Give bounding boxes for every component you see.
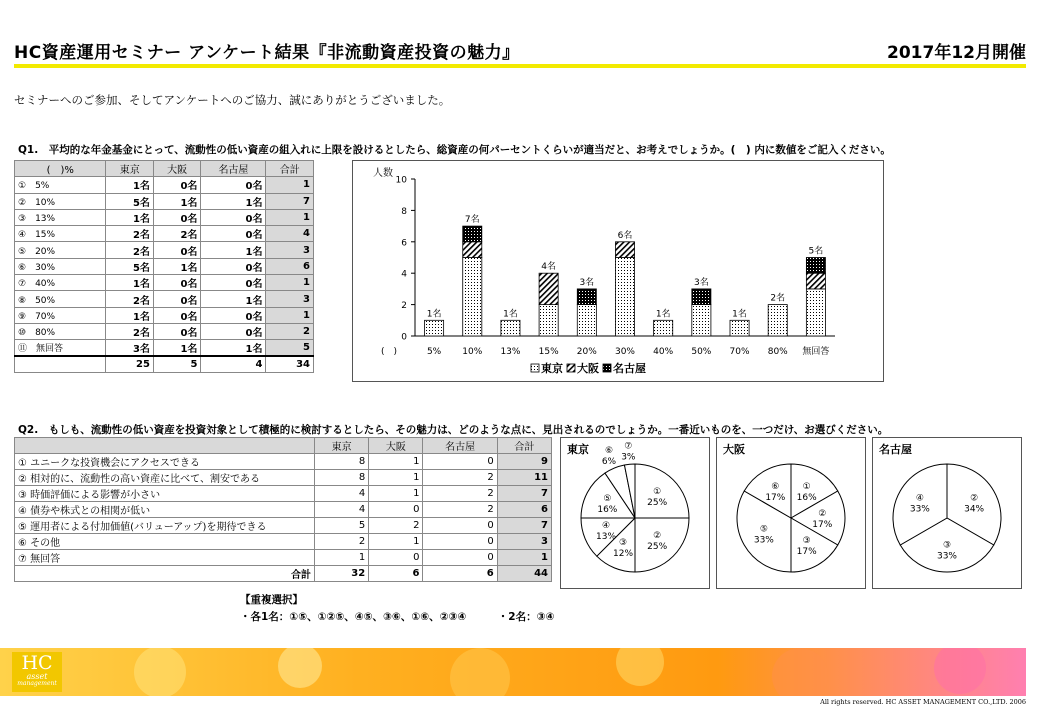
pie-slice-pct: 34% (964, 504, 985, 515)
bar-data-label: 1名 (503, 309, 518, 320)
cell-total: 1 (266, 177, 314, 193)
x-tick-label: 20% (576, 347, 597, 357)
cell-total: 5 (266, 340, 314, 357)
pie-slice-pct: 25% (647, 497, 668, 508)
legend-swatch (531, 364, 539, 372)
cell-osaka: 2名 (153, 226, 200, 242)
q2-header-osaka: 大阪 (369, 438, 423, 454)
row-label: ④ 15% (15, 226, 106, 242)
event-date: 2017年12月開催 (887, 43, 1026, 63)
x-tick-label: 無回答 (802, 347, 830, 357)
multiple-selection-note (240, 592, 554, 626)
pie-slice-pct: 16% (796, 492, 817, 503)
table-row (15, 209, 314, 225)
table-row (15, 307, 314, 323)
cell-nagoya: 0名 (201, 323, 266, 339)
bar-segment-東京 (539, 305, 558, 336)
cell-osaka: 0 (369, 550, 423, 566)
q2-table-header (15, 438, 552, 454)
cell-nagoya: 1名 (201, 193, 266, 209)
table-row (15, 454, 552, 470)
q2-header-tokyo: 東京 (315, 438, 369, 454)
x-tick-label: 30% (614, 347, 636, 357)
cell-osaka: 1名 (153, 340, 200, 357)
footer-tokyo: 25 (106, 356, 153, 372)
cell-tokyo: 1 (315, 550, 369, 566)
cell-tokyo: 3名 (106, 340, 153, 357)
row-label: ① ユニークな投資機会にアクセスできる (15, 454, 315, 470)
row-label: ⑥ 30% (15, 258, 106, 274)
bar-segment-東京 (806, 289, 825, 336)
cell-total: 11 (497, 470, 551, 486)
footer-blank (15, 356, 106, 372)
bar-segment-東京 (463, 258, 482, 337)
row-label: ③ 時価評価による影響が小さい (15, 486, 315, 502)
decorative-band (0, 648, 1026, 696)
y-tick-label: 2 (401, 301, 407, 312)
pie-slice-label: ⑤ (759, 524, 768, 535)
cell-osaka: 0名 (153, 275, 200, 291)
pie-slice-label: ① (802, 481, 811, 492)
q2-table-footer (15, 566, 552, 582)
pie-title-nagoya: 名古屋 (879, 443, 912, 456)
pie-box-osaka (716, 437, 866, 589)
cell-tokyo: 2名 (106, 226, 153, 242)
bar-segment-東京 (425, 320, 444, 336)
cell-total: 4 (266, 226, 314, 242)
q1-table (14, 160, 314, 373)
bar-segment-名古屋 (692, 289, 711, 305)
table-row (15, 242, 314, 258)
y-axis-label: 人数 (373, 168, 393, 179)
x-axis-prefix: ( ) (381, 347, 398, 357)
pie-box-nagoya (872, 437, 1022, 589)
cell-osaka: 1名 (153, 193, 200, 209)
cell-osaka: 0名 (153, 209, 200, 225)
x-tick-label: 40% (653, 347, 674, 357)
row-label: ② 10% (15, 193, 106, 209)
cell-total: 7 (266, 193, 314, 209)
cell-nagoya: 1名 (201, 340, 266, 357)
x-tick-label: 50% (691, 347, 712, 357)
bar-segment-大阪 (463, 242, 482, 258)
pie-slice-label: ④ (915, 493, 924, 504)
pie-slice (635, 464, 689, 518)
cell-total: 1 (266, 307, 314, 323)
cell-tokyo: 1名 (106, 209, 153, 225)
bar-segment-東京 (692, 305, 711, 336)
q1-header-tokyo: 東京 (106, 161, 153, 177)
cell-tokyo: 2名 (106, 323, 153, 339)
q1-table-header (15, 161, 314, 177)
y-tick-label: 10 (395, 175, 407, 186)
pie-slice-pct: 33% (909, 504, 930, 515)
cell-total: 2 (266, 323, 314, 339)
pie-slice-pct: 13% (596, 531, 617, 542)
footer-nagoya: 4 (201, 356, 266, 372)
q1-bar-chart (352, 160, 884, 382)
bar-segment-東京 (577, 305, 596, 336)
multiple-line: ・各1名：①⑤、①②⑤、④⑤、③⑥、①⑥、②③④ ・2名：③④ (240, 611, 555, 623)
page-title: HC資産運用セミナー アンケート結果『非流動資産投資の魅力』 (14, 43, 520, 63)
row-label: ⑨ 70% (15, 307, 106, 323)
x-tick-label: 13% (500, 347, 521, 357)
x-tick-label: 80% (767, 347, 788, 357)
cell-tokyo: 5名 (106, 258, 153, 274)
row-label: ② 相対的に、流動性の高い資産に比べて、割安である (15, 470, 315, 486)
pie-chart-tokyo (561, 438, 709, 588)
q1-header-pct: ( )% (15, 161, 106, 177)
y-tick-label: 0 (401, 332, 407, 343)
bar-segment-大阪 (806, 273, 825, 289)
cell-nagoya: 0名 (201, 226, 266, 242)
row-label: ⑤ 運用者による付加価値(バリューアップ)を期待できる (15, 518, 315, 534)
cell-nagoya: 1名 (201, 242, 266, 258)
table-row (15, 323, 314, 339)
cell-tokyo: 2名 (106, 242, 153, 258)
footer-osaka: 6 (369, 566, 423, 582)
pie-slice-pct: 17% (796, 547, 817, 558)
q1-header-total: 合計 (266, 161, 314, 177)
pie-chart-osaka (717, 438, 865, 588)
bar-segment-名古屋 (577, 289, 596, 305)
bar-chart-svg (353, 161, 883, 381)
cell-total: 3 (266, 291, 314, 307)
pie-slice-pct: 17% (765, 492, 786, 503)
cell-nagoya: 0名 (201, 307, 266, 323)
bar-segment-大阪 (615, 242, 634, 258)
y-tick-label: 8 (401, 206, 407, 217)
cell-tokyo: 5 (315, 518, 369, 534)
bar-segment-名古屋 (806, 258, 825, 274)
row-label: ⑧ 50% (15, 291, 106, 307)
pie-slice-pct: 6% (601, 457, 617, 468)
x-tick-label: 15% (538, 347, 559, 357)
table-row (15, 226, 314, 242)
bar-data-label: 7名 (464, 215, 480, 226)
bar-data-label: 1名 (426, 309, 442, 320)
x-tick-label: 70% (729, 347, 750, 357)
pie-slice-pct: 16% (597, 505, 618, 516)
pie-slice-label: ③ (618, 537, 628, 548)
table-row (15, 340, 314, 357)
bar-segment-名古屋 (463, 226, 482, 242)
footer-tokyo: 32 (315, 566, 369, 582)
cell-tokyo: 1名 (106, 307, 153, 323)
q2-header-total: 合計 (497, 438, 551, 454)
q2-header-blank (15, 438, 315, 454)
pie-slice-label: ⑤ (603, 494, 612, 505)
cell-osaka: 1 (369, 454, 423, 470)
table-row (15, 177, 314, 193)
q2-header-nagoya: 名古屋 (423, 438, 497, 454)
logo-management: management (17, 680, 57, 687)
cell-tokyo: 4 (315, 502, 369, 518)
bar-data-label: 1名 (655, 309, 671, 320)
cell-tokyo: 1名 (106, 177, 153, 193)
cell-total: 6 (497, 502, 551, 518)
table-row (15, 486, 552, 502)
bar-data-label: 2名 (770, 293, 786, 304)
y-tick-label: 6 (401, 238, 407, 249)
row-label: ⑥ その他 (15, 534, 315, 550)
pie-slice-label: ③ (942, 540, 952, 551)
row-label: ⑩ 80% (15, 323, 106, 339)
bar-segment-東京 (501, 320, 520, 336)
logo-asset: asset (26, 672, 48, 681)
cell-total: 3 (497, 534, 551, 550)
pie-slice-label: ① (653, 486, 662, 497)
q1-header-osaka: 大阪 (153, 161, 200, 177)
cell-osaka: 0 (369, 502, 423, 518)
bar-segment-東京 (615, 258, 634, 337)
legend-label: 大阪 (577, 362, 599, 375)
bar-segment-東京 (654, 320, 673, 336)
company-logo (12, 652, 62, 692)
footer-nagoya: 6 (423, 566, 497, 582)
table-row (15, 275, 314, 291)
cell-total: 9 (497, 454, 551, 470)
pie-slice-label: ⑥ (604, 446, 614, 457)
cell-tokyo: 2 (315, 534, 369, 550)
pie-slice-label: ② (653, 531, 662, 542)
footer-label: 合計 (15, 566, 315, 582)
copyright-text: All rights reserved. HC ASSET MANAGEMENT CO.,LTD. 2006 (820, 698, 1026, 706)
pie-slice-label: ② (818, 509, 827, 519)
footer-total: 44 (497, 566, 551, 582)
table-row (15, 550, 552, 566)
row-label: ⑤ 20% (15, 242, 106, 258)
legend-swatch (567, 364, 575, 372)
cell-nagoya: 0名 (201, 258, 266, 274)
cell-total: 1 (497, 550, 551, 566)
bar-data-label: 1名 (732, 309, 747, 320)
cell-nagoya: 0名 (201, 275, 266, 291)
x-tick-label: 5% (426, 347, 442, 357)
cell-total: 1 (266, 209, 314, 225)
y-tick-label: 4 (401, 269, 407, 280)
cell-nagoya: 2 (423, 486, 497, 502)
q1-question: Q1. 平均的な年金基金にとって、流動性の低い資産の組入れに上限を設けるとしたら、総資産の何パーセントくらいが適当だと、お考えでしょうか。( ) 内に数値をご記入ください。 (18, 144, 891, 156)
cell-osaka: 0名 (153, 242, 200, 258)
pie-slice-label: ⑥ (771, 481, 780, 492)
row-label: ⑦ 無回答 (15, 550, 315, 566)
q2-table (14, 437, 552, 582)
cell-nagoya: 1名 (201, 291, 266, 307)
pie-slice-pct: 25% (647, 542, 668, 553)
cell-osaka: 1 (369, 486, 423, 502)
pie-slice-label: ③ (802, 536, 811, 547)
bar-segment-東京 (768, 305, 787, 336)
cell-nagoya: 0 (423, 454, 497, 470)
bar-data-label: 4名 (541, 262, 557, 273)
row-label: ⑦ 40% (15, 275, 106, 291)
pie-slice-label: ② (970, 493, 979, 504)
q1-table-footer (15, 356, 314, 372)
table-row (15, 193, 314, 209)
cell-osaka: 1 (369, 534, 423, 550)
bar-data-label: 3名 (693, 277, 709, 288)
cell-osaka: 1名 (153, 258, 200, 274)
pie-box-tokyo (560, 437, 710, 589)
row-label: ⑪ 無回答 (15, 340, 106, 357)
cell-nagoya: 2 (423, 470, 497, 486)
logo-hc: HC (21, 652, 53, 674)
bar-segment-東京 (730, 320, 749, 336)
legend-swatch (603, 364, 611, 372)
row-label: ③ 13% (15, 209, 106, 225)
cell-tokyo: 8 (315, 470, 369, 486)
row-label: ④ 債券や株式との相関が低い (15, 502, 315, 518)
multiple-title: 【重複選択】 (240, 594, 303, 606)
footer-osaka: 5 (153, 356, 200, 372)
cell-total: 7 (497, 518, 551, 534)
cell-osaka: 0名 (153, 291, 200, 307)
cell-osaka: 0名 (153, 323, 200, 339)
cell-nagoya: 0名 (201, 209, 266, 225)
cell-osaka: 0名 (153, 307, 200, 323)
table-row (15, 534, 552, 550)
pie-slice-pct: 3% (621, 452, 636, 463)
cell-tokyo: 2名 (106, 291, 153, 307)
intro-text: セミナーへのご参加、そしてアンケートへのご協力、誠にありがとうございました。 (14, 93, 451, 107)
cell-nagoya: 0 (423, 518, 497, 534)
cell-tokyo: 1名 (106, 275, 153, 291)
cell-nagoya: 0 (423, 550, 497, 566)
pie-slice-pct: 33% (753, 535, 774, 546)
pie-title-tokyo: 東京 (567, 443, 589, 456)
pie-title-osaka: 大阪 (723, 443, 745, 456)
legend-label: 東京 (541, 362, 563, 375)
bar-data-label: 5名 (808, 246, 824, 257)
cell-tokyo: 4 (315, 486, 369, 502)
cell-nagoya: 0名 (201, 177, 266, 193)
pie-slice-label: ⑦ (624, 441, 633, 452)
table-row (15, 258, 314, 274)
cell-tokyo: 8 (315, 454, 369, 470)
cell-osaka: 1 (369, 470, 423, 486)
cell-osaka: 0名 (153, 177, 200, 193)
pie-chart-nagoya (873, 438, 1021, 588)
pie-slice-pct: 17% (812, 520, 833, 530)
x-tick-label: 10% (462, 347, 483, 357)
bar-data-label: 3名 (579, 277, 595, 288)
bar-data-label: 6名 (617, 230, 633, 241)
cell-tokyo: 5名 (106, 193, 153, 209)
footer-total: 34 (266, 356, 314, 372)
pie-slice-pct: 33% (936, 551, 958, 562)
q1-header-nagoya: 名古屋 (201, 161, 266, 177)
cell-total: 3 (266, 242, 314, 258)
q2-question: Q2. もしも、流動性の低い資産を投資対象として積極的に検討するとしたら、その魅力は、どのような点に、見出されるのでしょうか。一番近いものを、一つだけ、お選びください。 (18, 424, 889, 436)
cell-total: 6 (266, 258, 314, 274)
cell-total: 7 (497, 486, 551, 502)
table-row (15, 291, 314, 307)
table-row (15, 502, 552, 518)
cell-osaka: 2 (369, 518, 423, 534)
legend-label: 名古屋 (613, 362, 646, 375)
table-row (15, 518, 552, 534)
pie-slice-label: ④ (602, 520, 611, 531)
bar-segment-大阪 (539, 273, 558, 304)
table-row (15, 470, 552, 486)
row-label: ① 5% (15, 177, 106, 193)
pie-slice-pct: 12% (613, 548, 634, 559)
cell-total: 1 (266, 275, 314, 291)
cell-nagoya: 2 (423, 502, 497, 518)
title-underline (14, 64, 1026, 68)
cell-nagoya: 0 (423, 534, 497, 550)
